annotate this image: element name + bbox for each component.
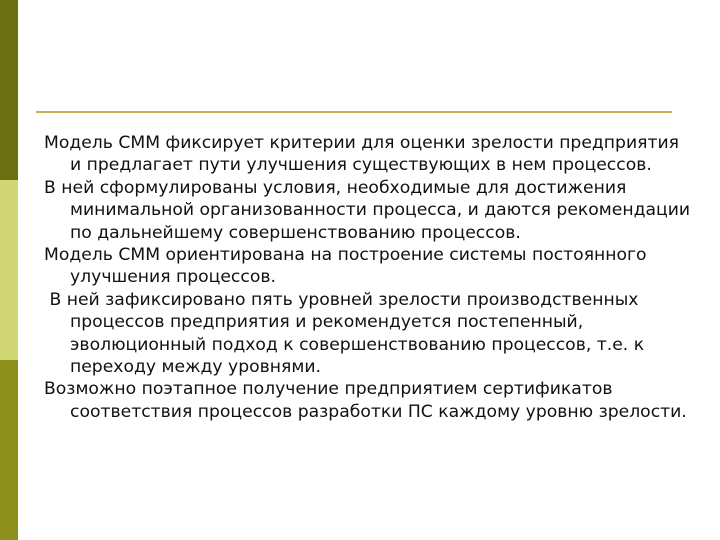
sidebar-stripe-top <box>0 0 18 180</box>
slide-body-text <box>44 132 694 423</box>
paragraph-3: Модель СММ ориентирована на построение системы постоянного улучшения процессов. <box>44 245 647 288</box>
paragraph-5: Возможно поэтапное получение предприятием сертификатов соответствия процессов разработки ПС каждому уровню зрелости. <box>44 379 687 422</box>
paragraph-1: Модель СММ фиксирует критерии для оценки зрелости предприятия и предлагает пути улучшения существующих в нем процессов. <box>44 133 679 176</box>
sidebar-stripe-bottom <box>0 360 18 540</box>
sidebar-stripe-middle <box>0 180 18 360</box>
paragraph-2: В ней сформулированы условия, необходимые для достижения минимальной организованности процесса, и даются рекомендации по дальнейшему совершенствованию процессов. <box>44 177 691 243</box>
title-divider-line <box>36 111 672 113</box>
paragraph-4: В ней зафиксировано пять уровней зрелости производственных процессов предприятия и рекомендуется постепенный, эволюционный подход к совершенствованию процессов, т.е. к переходу между уровнями. <box>44 289 650 378</box>
